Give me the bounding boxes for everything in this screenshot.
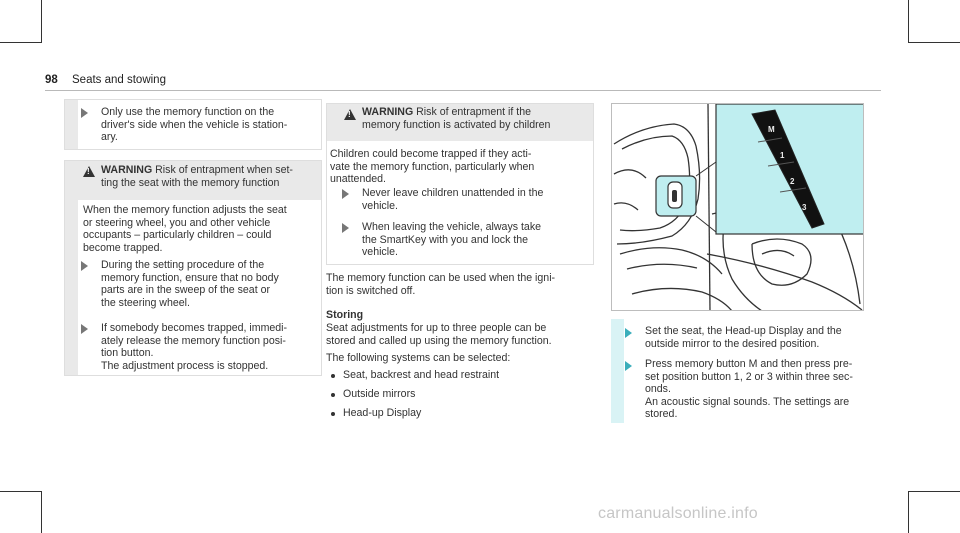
warning-body: Children could become trapped if they acti‐ vate the memory function, particularly when unattended.	[330, 148, 535, 186]
bullet-arrow-icon	[625, 328, 632, 338]
crop-mark	[0, 42, 42, 43]
system-item: Seat, backrest and head restraint	[343, 369, 500, 381]
memory-button-illustration	[611, 103, 864, 311]
note-box	[64, 99, 322, 150]
system-item: Head-up Display	[343, 407, 422, 419]
crop-mark	[908, 491, 960, 492]
preset-button-3: 3	[802, 203, 807, 212]
crop-mark	[908, 0, 909, 42]
bullet-arrow-icon	[81, 324, 88, 334]
warning-title: WARNING Risk of entrapment if the memory function is activated by children	[362, 106, 551, 131]
memory-button-m: M	[768, 125, 775, 134]
preset-button-2: 2	[790, 177, 795, 186]
warning-bullet: Never leave children unattended in the vehicle.	[362, 187, 544, 212]
crop-mark	[0, 491, 42, 492]
systems-intro: The following systems can be selected:	[326, 352, 511, 364]
warning-box	[326, 103, 594, 265]
warning-box	[64, 160, 322, 376]
header-rule	[45, 90, 881, 91]
storing-heading: Storing	[326, 309, 364, 321]
warning-bullet: When leaving the vehicle, always take the SmartKey with you and lock the vehicle.	[362, 221, 542, 259]
note-text: Only use the memory function on the driver's side when the vehicle is station‐ ary.	[101, 106, 288, 144]
bullet-dot	[331, 374, 335, 378]
preset-button-1: 1	[780, 151, 785, 160]
warning-bullet: During the setting procedure of the memory function, ensure that no body parts are in the sweep of the seat or the steering wheel.	[101, 259, 279, 309]
system-item: Outside mirrors	[343, 388, 416, 400]
warning-body: When the memory function adjusts the seat or steering wheel, you and other vehicle occupants – particularly children – could become trapped.	[83, 204, 287, 254]
page-number: 98	[45, 74, 58, 86]
bullet-dot	[331, 393, 335, 397]
bullet-dot	[331, 412, 335, 416]
warning-icon	[344, 109, 356, 120]
door-panel-drawing	[612, 104, 864, 311]
step-text: Set the seat, the Head-up Display and the outside mirror to the desired position.	[645, 325, 842, 350]
bullet-arrow-icon	[625, 361, 632, 371]
bullet-arrow-icon	[342, 189, 349, 199]
watermark: carmanualsonline.info	[598, 505, 758, 522]
bullet-arrow-icon	[81, 261, 88, 271]
warning-bullet: If somebody becomes trapped, immedi‐ ately release the memory function posi‐ tion button. The adjustment process is stopped.	[101, 322, 288, 372]
bullet-arrow-icon	[81, 108, 88, 118]
section-title: Seats and stowing	[72, 74, 166, 86]
warning-icon	[83, 166, 95, 177]
intro-text: The memory function can be used when the igni‐ tion is switched off.	[326, 272, 556, 297]
crop-mark	[908, 42, 960, 43]
storing-text: Seat adjustments for up to three people can be stored and called up using the memory function.	[326, 322, 552, 347]
warning-title: WARNING Risk of entrapment when set‐ ting the seat with the memory function	[101, 164, 293, 189]
crop-mark	[908, 491, 909, 533]
bullet-arrow-icon	[342, 223, 349, 233]
steps-box	[611, 319, 869, 423]
crop-mark	[41, 491, 42, 533]
step-text: Press memory button M and then press pre‐ set position button 1, 2 or 3 within three sec‐ onds. An acoustic signal sounds. The settings are stored.	[645, 358, 853, 421]
crop-mark	[41, 0, 42, 42]
